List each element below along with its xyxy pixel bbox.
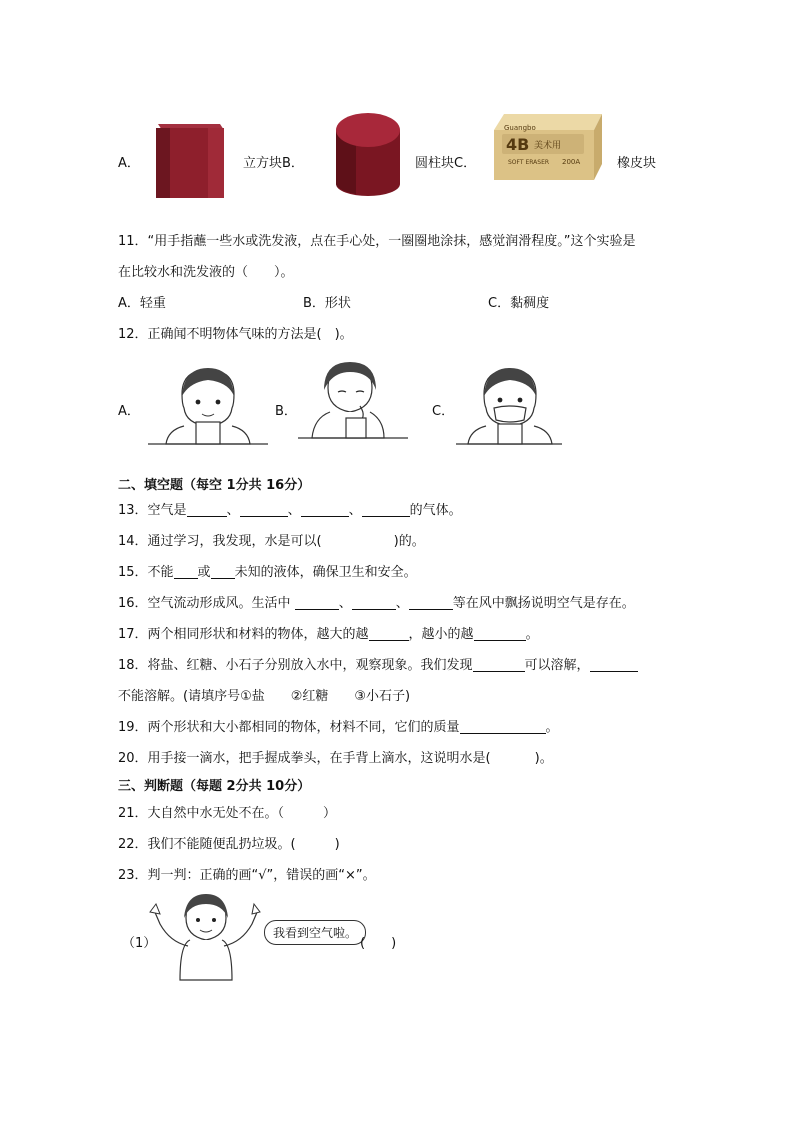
q17-line xyxy=(118,623,539,642)
q19-post: 。 xyxy=(545,720,559,735)
q15-mid: 或 xyxy=(197,565,211,580)
q16-pre: 16．空气流动形成风。生活中 xyxy=(118,596,291,611)
q20-pre: 20．用手接一滴水，把手握成拳头，在手背上滴水，这说明水是( xyxy=(118,751,491,766)
option-c-text: 橡皮块 xyxy=(617,156,657,171)
q13-blank-3[interactable] xyxy=(301,502,349,517)
q13-line xyxy=(118,499,462,518)
option-a-label: A． xyxy=(118,156,140,171)
q13-post: 的气体。 xyxy=(409,503,462,518)
q16-sep-1: 、 xyxy=(338,596,352,611)
section3-title: 三、判断题（每题 2分共 10分） xyxy=(118,779,311,794)
q16-sep-2: 、 xyxy=(395,596,409,611)
boy-arms-open-image xyxy=(150,892,260,982)
q14-pre: 14．通过学习，我发现，水是可以( xyxy=(118,534,322,549)
q11-line1: 11．“用手指蘸一些水或洗发液，点在手心处，一圈圈地涂抹，感觉润滑程度。”这个实验是 xyxy=(118,234,636,249)
q22-text: 22．我们不能随便乱扔垃圾。( ) xyxy=(118,837,340,852)
q12-text: 12．正确闻不明物体气味的方法是( )。 xyxy=(118,327,353,342)
q17-blank-1[interactable] xyxy=(369,626,409,641)
girl-fanning-smell-image xyxy=(298,360,408,450)
q18-pre: 18．将盐、红糖、小石子分别放入水中，观察现象。我们发现 xyxy=(118,658,473,673)
q17-blank-2[interactable] xyxy=(474,626,526,641)
q18-line2: 不能溶解。(请填序号①盐 ②红糖 ③小石子) xyxy=(118,689,411,704)
q12-option-c: C． xyxy=(432,404,455,419)
option-b-label: 立方块B． xyxy=(243,156,304,171)
speech-bubble-text: 我看到空气啦。 xyxy=(273,926,358,940)
eraser-block-image xyxy=(490,110,608,186)
q13-sep-1: 、 xyxy=(226,503,240,518)
q13-sep-3: 、 xyxy=(348,503,362,518)
q15-blank-1[interactable] xyxy=(174,564,198,579)
q16-post: 等在风中飘扬说明空气是存在。 xyxy=(452,596,635,611)
q11-option-a: A．轻重 xyxy=(118,296,166,311)
eraser-4b-text: 4B xyxy=(506,135,530,154)
q16-blank-3[interactable] xyxy=(409,595,453,610)
eraser-model-text: 200A xyxy=(562,158,581,166)
eraser-cn-text: 美术用 xyxy=(534,141,562,151)
q19-blank[interactable] xyxy=(460,719,546,734)
q18-line1 xyxy=(118,654,638,673)
q23-item1-paren[interactable]: ( ) xyxy=(360,936,397,951)
q15-post: 未知的液体，确保卫生和安全。 xyxy=(234,565,417,580)
q13-blank-2[interactable] xyxy=(240,502,288,517)
q13-sep-2: 、 xyxy=(287,503,301,518)
q12-option-b: B． xyxy=(275,404,297,419)
section2-title: 二、填空题（每空 1分共 16分） xyxy=(118,478,311,493)
q11-line2: 在比较水和洗发液的（ ）。 xyxy=(118,265,294,280)
q11-option-c: C．黏稠度 xyxy=(488,296,550,311)
eraser-brand-text: Guangbo xyxy=(504,124,536,132)
q13-blank-1[interactable] xyxy=(187,502,227,517)
q19-pre: 19．两个形状和大小都相同的物体，材料不同，它们的质量 xyxy=(118,720,460,735)
q14-post: )的。 xyxy=(393,534,425,549)
q16-line xyxy=(118,592,635,611)
boy-smelling-cup-image xyxy=(148,364,268,450)
q18-mid: 可以溶解， xyxy=(524,658,590,673)
q19-line xyxy=(118,716,559,735)
q11-option-b: B．形状 xyxy=(303,296,351,311)
cylinder-block-image xyxy=(330,110,406,200)
eraser-soft-text: SOFT ERASER xyxy=(508,159,550,166)
q21-text: 21．大自然中水无处不在。（ ） xyxy=(118,806,337,821)
q16-blank-1[interactable] xyxy=(295,595,339,610)
option-c-label: 圆柱块C． xyxy=(415,156,477,171)
q17-post: 。 xyxy=(525,627,539,642)
q20-post: )。 xyxy=(534,751,553,766)
q18-blank-2[interactable] xyxy=(590,657,638,672)
q15-line xyxy=(118,561,417,580)
q20-line xyxy=(118,747,553,766)
q15-pre: 15．不能 xyxy=(118,565,174,580)
q18-blank-1[interactable] xyxy=(473,657,525,672)
q12-option-a: A． xyxy=(118,404,140,419)
cube-block-image xyxy=(152,120,228,202)
q13-pre: 13．空气是 xyxy=(118,503,187,518)
q13-blank-4[interactable] xyxy=(362,502,410,517)
boy-wearing-mask-image xyxy=(456,364,562,450)
q15-blank-2[interactable] xyxy=(211,564,235,579)
speech-bubble xyxy=(264,920,366,945)
q23-item1-label: （1） xyxy=(122,936,157,951)
q17-mid: ，越小的越 xyxy=(408,627,474,642)
q23-text: 23．判一判：正确的画“√”，错误的画“×”。 xyxy=(118,868,376,883)
q17-pre: 17．两个相同形状和材料的物体，越大的越 xyxy=(118,627,369,642)
q16-blank-2[interactable] xyxy=(352,595,396,610)
q14-line xyxy=(118,530,425,549)
